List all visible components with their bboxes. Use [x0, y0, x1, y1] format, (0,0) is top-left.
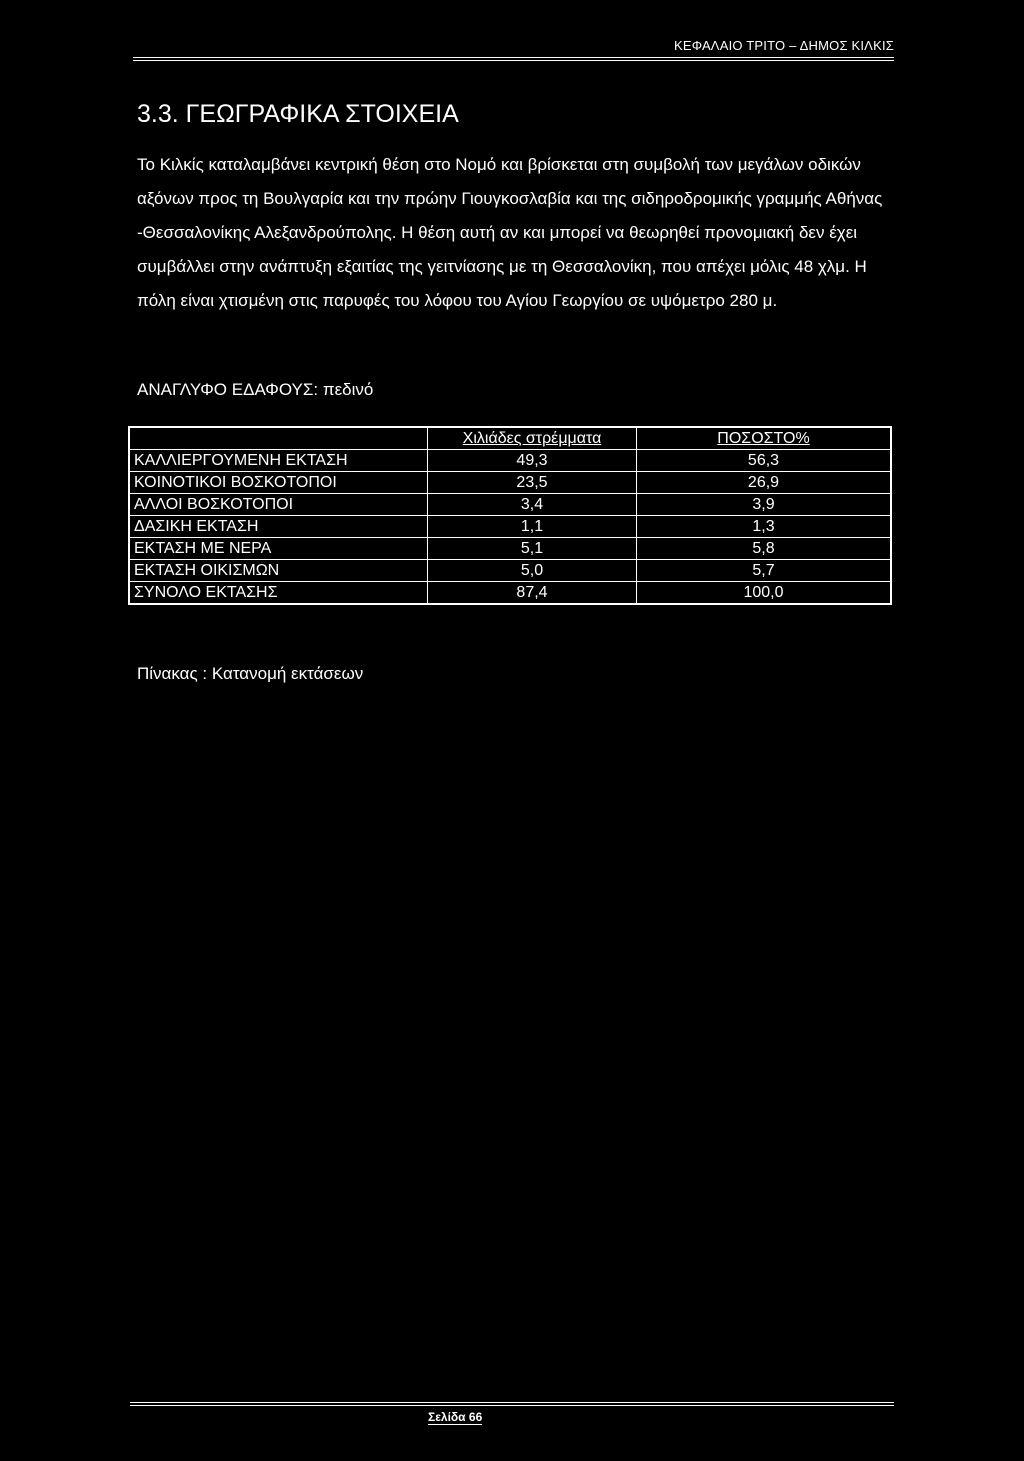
- footer-divider: [130, 1402, 894, 1406]
- row-percent: 5,8: [637, 538, 892, 560]
- table-row: [129, 516, 891, 538]
- row-label: ΚΑΛΛΙΕΡΓΟΥΜΕΝΗ ΕΚΤΑΣΗ: [129, 450, 428, 472]
- relief-value: πεδινό: [322, 380, 374, 399]
- row-label: ΔΑΣΙΚΗ ΕΚΤΑΣΗ: [129, 516, 428, 538]
- table-caption: Πίνακας : Κατανομή εκτάσεων: [137, 664, 364, 683]
- row-label: ΑΛΛΟΙ ΒΟΣΚΟΤΟΠΟΙ: [129, 494, 428, 516]
- row-percent: 26,9: [637, 472, 892, 494]
- section-title: 3.3. ΓΕΩΓΡΑΦΙΚΑ ΣΤΟΙΧΕΙΑ: [137, 100, 459, 128]
- table-row: [129, 450, 891, 472]
- row-label: ΣΥΝΟΛΟ ΕΚΤΑΣΗΣ: [129, 582, 428, 605]
- row-percent: 1,3: [637, 516, 892, 538]
- row-percent: 100,0: [637, 582, 892, 605]
- relief-label: ΑΝΑΓΛΥΦΟ ΕΔΑΦΟΥΣ:: [137, 380, 319, 399]
- row-label: ΕΚΤΑΣΗ ΜΕ ΝΕΡΑ: [129, 538, 428, 560]
- row-value: 1,1: [428, 516, 637, 538]
- table-row: [129, 472, 891, 494]
- header-divider: [133, 57, 894, 61]
- land-distribution-table: [128, 426, 892, 605]
- row-label: ΕΚΤΑΣΗ ΟΙΚΙΣΜΩΝ: [129, 560, 428, 582]
- table-header-row: [129, 427, 891, 450]
- chapter-header: ΚΕΦΑΛΑΙΟ ΤΡΙΤΟ – ΔΗΜΟΣ ΚΙΛΚΙΣ: [674, 38, 894, 53]
- row-value: 5,0: [428, 560, 637, 582]
- header-cell-value: Χιλιάδες στρέμματα: [428, 427, 637, 450]
- row-percent: 5,7: [637, 560, 892, 582]
- page-number: Σελίδα 66: [428, 1410, 483, 1424]
- row-value: 23,5: [428, 472, 637, 494]
- row-label: ΚΟΙΝΟΤΙΚΟΙ ΒΟΣΚΟΤΟΠΟΙ: [129, 472, 428, 494]
- header-cell-label: [129, 427, 428, 450]
- row-value: 3,4: [428, 494, 637, 516]
- table-row-total: [129, 582, 891, 605]
- body-paragraph: Το Κιλκίς καταλαμβάνει κεντρική θέση στο Νομό και βρίσκεται στη συμβολή των μεγάλων οδικών αξόνων προς τη Βουλγαρία και την πρώην Γιουγκοσλαβία και της σιδηροδρομικής γραμμής Αθήνας -Θεσσαλονίκης Αλεξανδρούπολης. Η θέση αυτή αν και μπορεί να θεωρηθεί προνομιακή δεν έχει συμβάλλει στην ανάπτυξη εξαιτίας της γειτνίασης με τη Θεσσαλονίκη, που απέχει μόλις 48 χλμ. Η πόλη είναι χτισμένη στις παρυφές του λόφου του Αγίου Γεωργίου σε υψόμετρο 280 μ.: [137, 155, 883, 310]
- table-row: [129, 494, 891, 516]
- relief-line: [137, 380, 373, 400]
- row-percent: 3,9: [637, 494, 892, 516]
- header-cell-percent: ΠΟΣΟΣΤΟ%: [637, 427, 892, 450]
- table-row: [129, 560, 891, 582]
- table-row: [129, 538, 891, 560]
- row-value: 87,4: [428, 582, 637, 605]
- row-value: 49,3: [428, 450, 637, 472]
- row-percent: 56,3: [637, 450, 892, 472]
- row-value: 5,1: [428, 538, 637, 560]
